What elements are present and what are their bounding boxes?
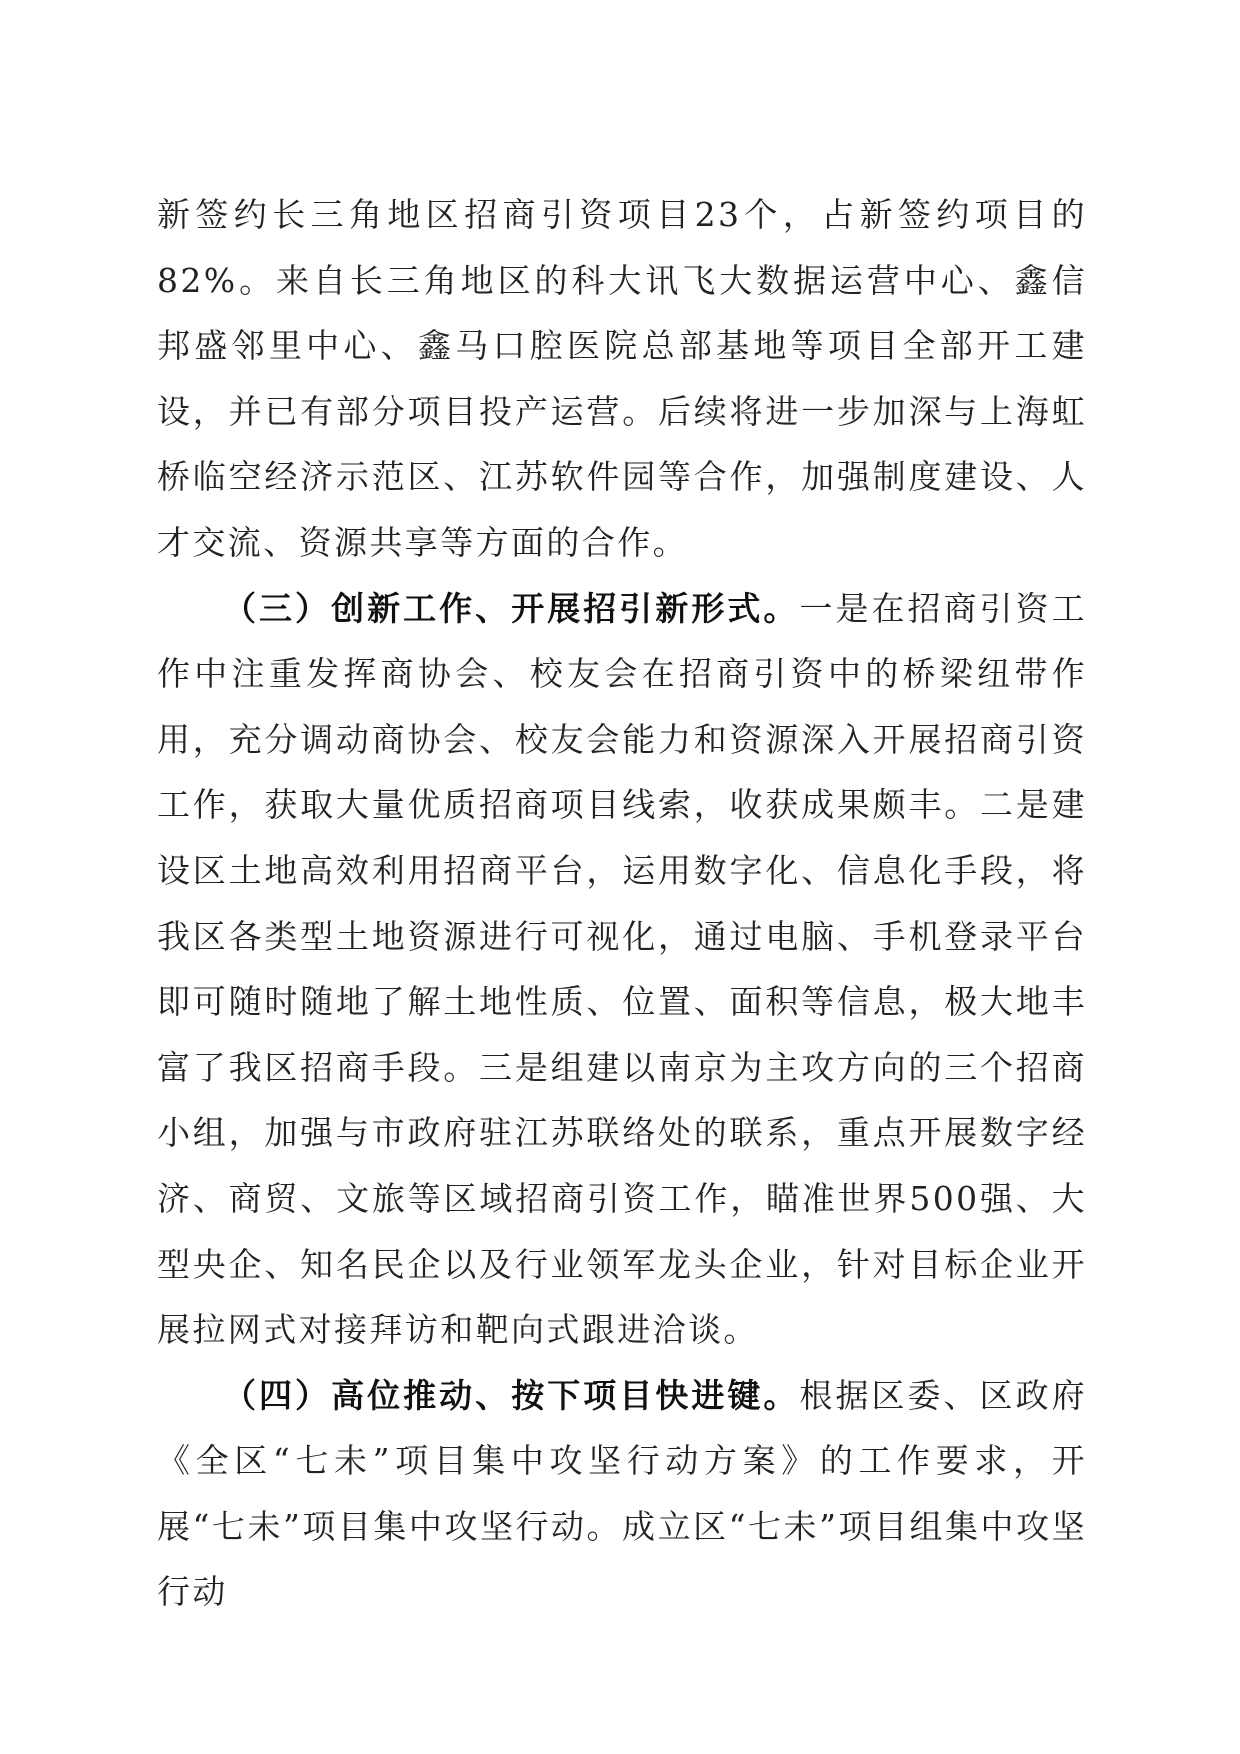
- section-heading: （四）高位推动、按下项目快进键。: [223, 1375, 800, 1415]
- paragraph-section-three: [157, 576, 1087, 1363]
- section-heading: （三）创新工作、开展招引新形式。: [223, 588, 800, 628]
- paragraph-body: 一是在招商引资工作中注重发挥商协会、校友会在招商引资中的桥梁纽带作用，充分调动商协会、校友会能力和资源深入开展招商引资工作，获取大量优质招商项目线索，收获成果颇丰。二是建设区土地高效利用招商平台，运用数字化、信息化手段，将我区各类型土地资源进行可视化，通过电脑、手机登录平台即可随时随地了解土地性质、位置、面积等信息，极大地丰富了我区招商手段。三是组建以南京为主攻方向的三个招商小组，加强与市政府驻江苏联络处的联系，重点开展数字经济、商贸、文旅等区域招商引资工作，瞄准世界500强、大型央企、知名民企以及行业领军龙头企业，针对目标企业开展拉网式对接拜访和靶向式跟进洽谈。: [157, 588, 1088, 1350]
- document-body: [157, 182, 1087, 1625]
- paragraph-continuation: [157, 182, 1087, 576]
- paragraph-body: 根据区委、区政府《全区“七未”项目集中攻坚行动方案》的工作要求，开展“七未”项目集中攻坚行动。成立区“七未”项目组集中攻坚行动: [157, 1375, 1088, 1612]
- paragraph-body: 新签约长三角地区招商引资项目23个，占新签约项目的82%。来自长三角地区的科大讯飞大数据运营中心、鑫信邦盛邻里中心、鑫马口腔医院总部基地等项目全部开工建设，并已有部分项目投产运营。后续将进一步加深与上海虹桥临空经济示范区、江苏软件园等合作，加强制度建设、人才交流、资源共享等方面的合作。: [157, 195, 1087, 562]
- paragraph-section-four: [157, 1363, 1087, 1625]
